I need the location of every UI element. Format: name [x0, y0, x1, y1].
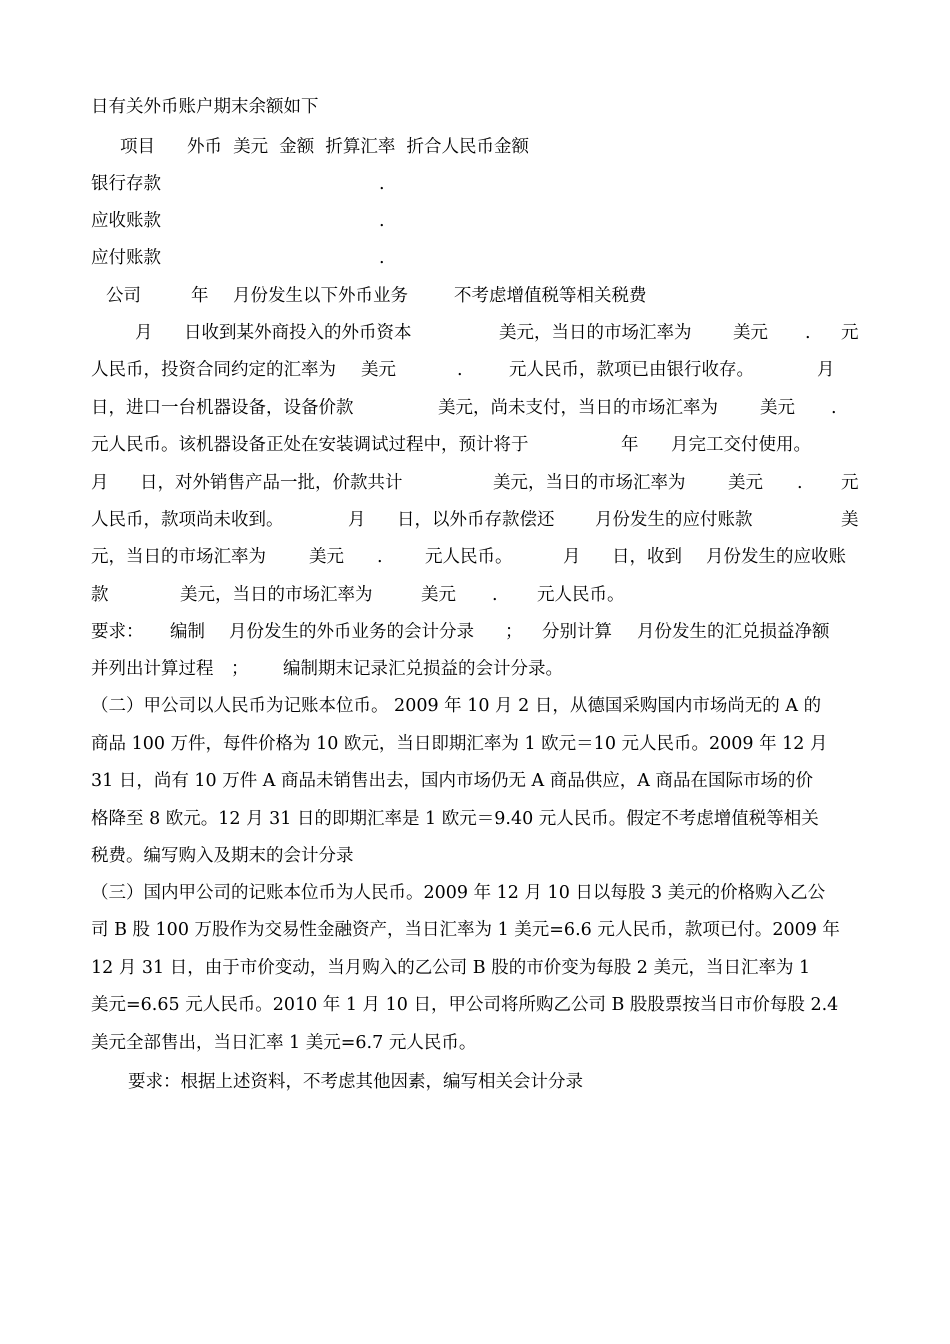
text-run: 元 — [841, 473, 859, 493]
text-run: 日收到某外商投入的外币资本 — [184, 323, 412, 343]
text-run: 月份发生的应收账 — [706, 547, 846, 567]
text-run: 美元 — [733, 323, 768, 343]
row-label: 应收账款 — [91, 211, 161, 231]
text-run: . — [492, 585, 498, 605]
row-label: 应付账款 — [91, 248, 161, 268]
text-run: 款 — [91, 585, 109, 605]
text-run: 美 — [841, 510, 859, 530]
text-run: 月份发生以下外币业务 — [233, 286, 408, 306]
header-columns: 外币 美元 金额 折算汇率 折合人民币金额 — [187, 137, 530, 157]
text-run: 日，进口一台机器设备，设备价款 — [91, 398, 354, 418]
text-run: 年 — [621, 435, 639, 455]
text-run: 美元全部售出，当日汇率 1 美元=6.7 元人民币。 — [91, 1033, 477, 1053]
text-run: 月 — [135, 323, 153, 343]
row-dot: . — [379, 248, 385, 268]
row-label: 银行存款 — [91, 174, 161, 194]
text-run: 美元 — [309, 547, 344, 567]
text-run: 日，以外币存款偿还 — [397, 510, 555, 530]
text-run: 编制期末记录汇兑损益的会计分录。 — [283, 659, 563, 679]
text-run: 要求： — [91, 622, 144, 642]
text-run: 美元 — [361, 360, 396, 380]
text-run: （二）甲公司以人民币为记账本位币。 2009 年 10 月 2 日，从德国采购国内市场尚无的 A 的 — [91, 696, 822, 716]
row-dot: . — [379, 174, 385, 194]
text-run: 31 日，尚有 10 万件 A 商品未销售出去，国内市场仍无 A 商品供应，A 商品在国际市场的价 — [91, 771, 813, 791]
text-run: 编制 — [170, 622, 205, 642]
text-run: 月 — [563, 547, 581, 567]
text-run: . — [797, 473, 803, 493]
text-run: 美元 — [760, 398, 795, 418]
text-run: 公司 — [106, 286, 141, 306]
text-run: 人民币，款项尚未收到。 — [91, 510, 284, 530]
text-run: 元 — [841, 323, 859, 343]
text-run: 元人民币。该机器设备正处在安装调试过程中，预计将于 — [91, 435, 529, 455]
header-item: 项目 — [120, 137, 155, 157]
text-run: 月份发生的汇兑损益净额 — [637, 622, 830, 642]
text-run: 美元=6.65 元人民币。2010 年 1 月 10 日，甲公司将所购乙公司 B 股股票按当日市价每股 2.4 — [91, 995, 839, 1015]
text-run: 日，收到 — [612, 547, 682, 567]
text-run: 并列出计算过程 — [91, 659, 214, 679]
text-run: 税费。编写购入及期末的会计分录 — [91, 846, 354, 866]
text-run: 商品 100 万件，每件价格为 10 欧元，当日即期汇率为 1 欧元＝10 元人民币。2009 年 12 月 — [91, 734, 828, 754]
text-run: 美元 — [728, 473, 763, 493]
text-run: （三）国内甲公司的记账本位币为人民币。2009 年 12 月 10 日以每股 3 美元的价格购入乙公 — [91, 883, 826, 903]
text-run: 元人民币。 — [425, 547, 513, 567]
text-run: 分别计算 — [542, 622, 612, 642]
text-run: 月份发生的外币业务的会计分录 — [229, 622, 474, 642]
text-run: 美元，尚未支付，当日的市场汇率为 — [438, 398, 718, 418]
text-run: 要求：根据上述资料，不考虑其他因素，编写相关会计分录 — [128, 1072, 583, 1092]
text-run: 年 — [191, 286, 209, 306]
text-run: . — [831, 398, 837, 418]
text-run: 月 — [817, 360, 835, 380]
text-run: 不考虑增值税等相关税费 — [454, 286, 647, 306]
text-run: . — [805, 323, 811, 343]
text-run: ； — [505, 622, 523, 642]
text-run: 司 B 股 100 万股作为交易性金融资产，当日汇率为 1 美元=6.6 元人民币，款项已付。2009 年 — [91, 920, 840, 940]
text-run: 美元，当日的市场汇率为 — [499, 323, 692, 343]
text-run: 日有关外币账户期末余额如下 — [91, 97, 319, 117]
text-run: 元人民币，款项已由银行收存。 — [509, 360, 754, 380]
text-run: 12 月 31 日，由于市价变动，当月购入的乙公司 B 股的市价变为每股 2 美元，当日汇率为 1 — [91, 958, 811, 978]
text-run: 日，对外销售产品一批，价款共计 — [140, 473, 403, 493]
text-run: 月份发生的应付账款 — [595, 510, 753, 530]
text-run: 月 — [348, 510, 366, 530]
row-dot: . — [379, 211, 385, 231]
text-run: 人民币，投资合同约定的汇率为 — [91, 360, 336, 380]
text-run: 美元，当日的市场汇率为 — [180, 585, 373, 605]
text-run: . — [377, 547, 383, 567]
text-run: 元，当日的市场汇率为 — [91, 547, 266, 567]
text-run: 格降至 8 欧元。12 月 31 日的即期汇率是 1 欧元＝9.40 元人民币。假定不考虑增值税等相关 — [91, 809, 819, 829]
text-run: 元人民币。 — [537, 585, 625, 605]
text-run: 月完工交付使用。 — [671, 435, 811, 455]
text-run: . — [457, 360, 463, 380]
text-run: ； — [231, 659, 249, 679]
text-run: 美元，当日的市场汇率为 — [493, 473, 686, 493]
text-run: 月 — [91, 473, 109, 493]
text-run: 美元 — [421, 585, 456, 605]
